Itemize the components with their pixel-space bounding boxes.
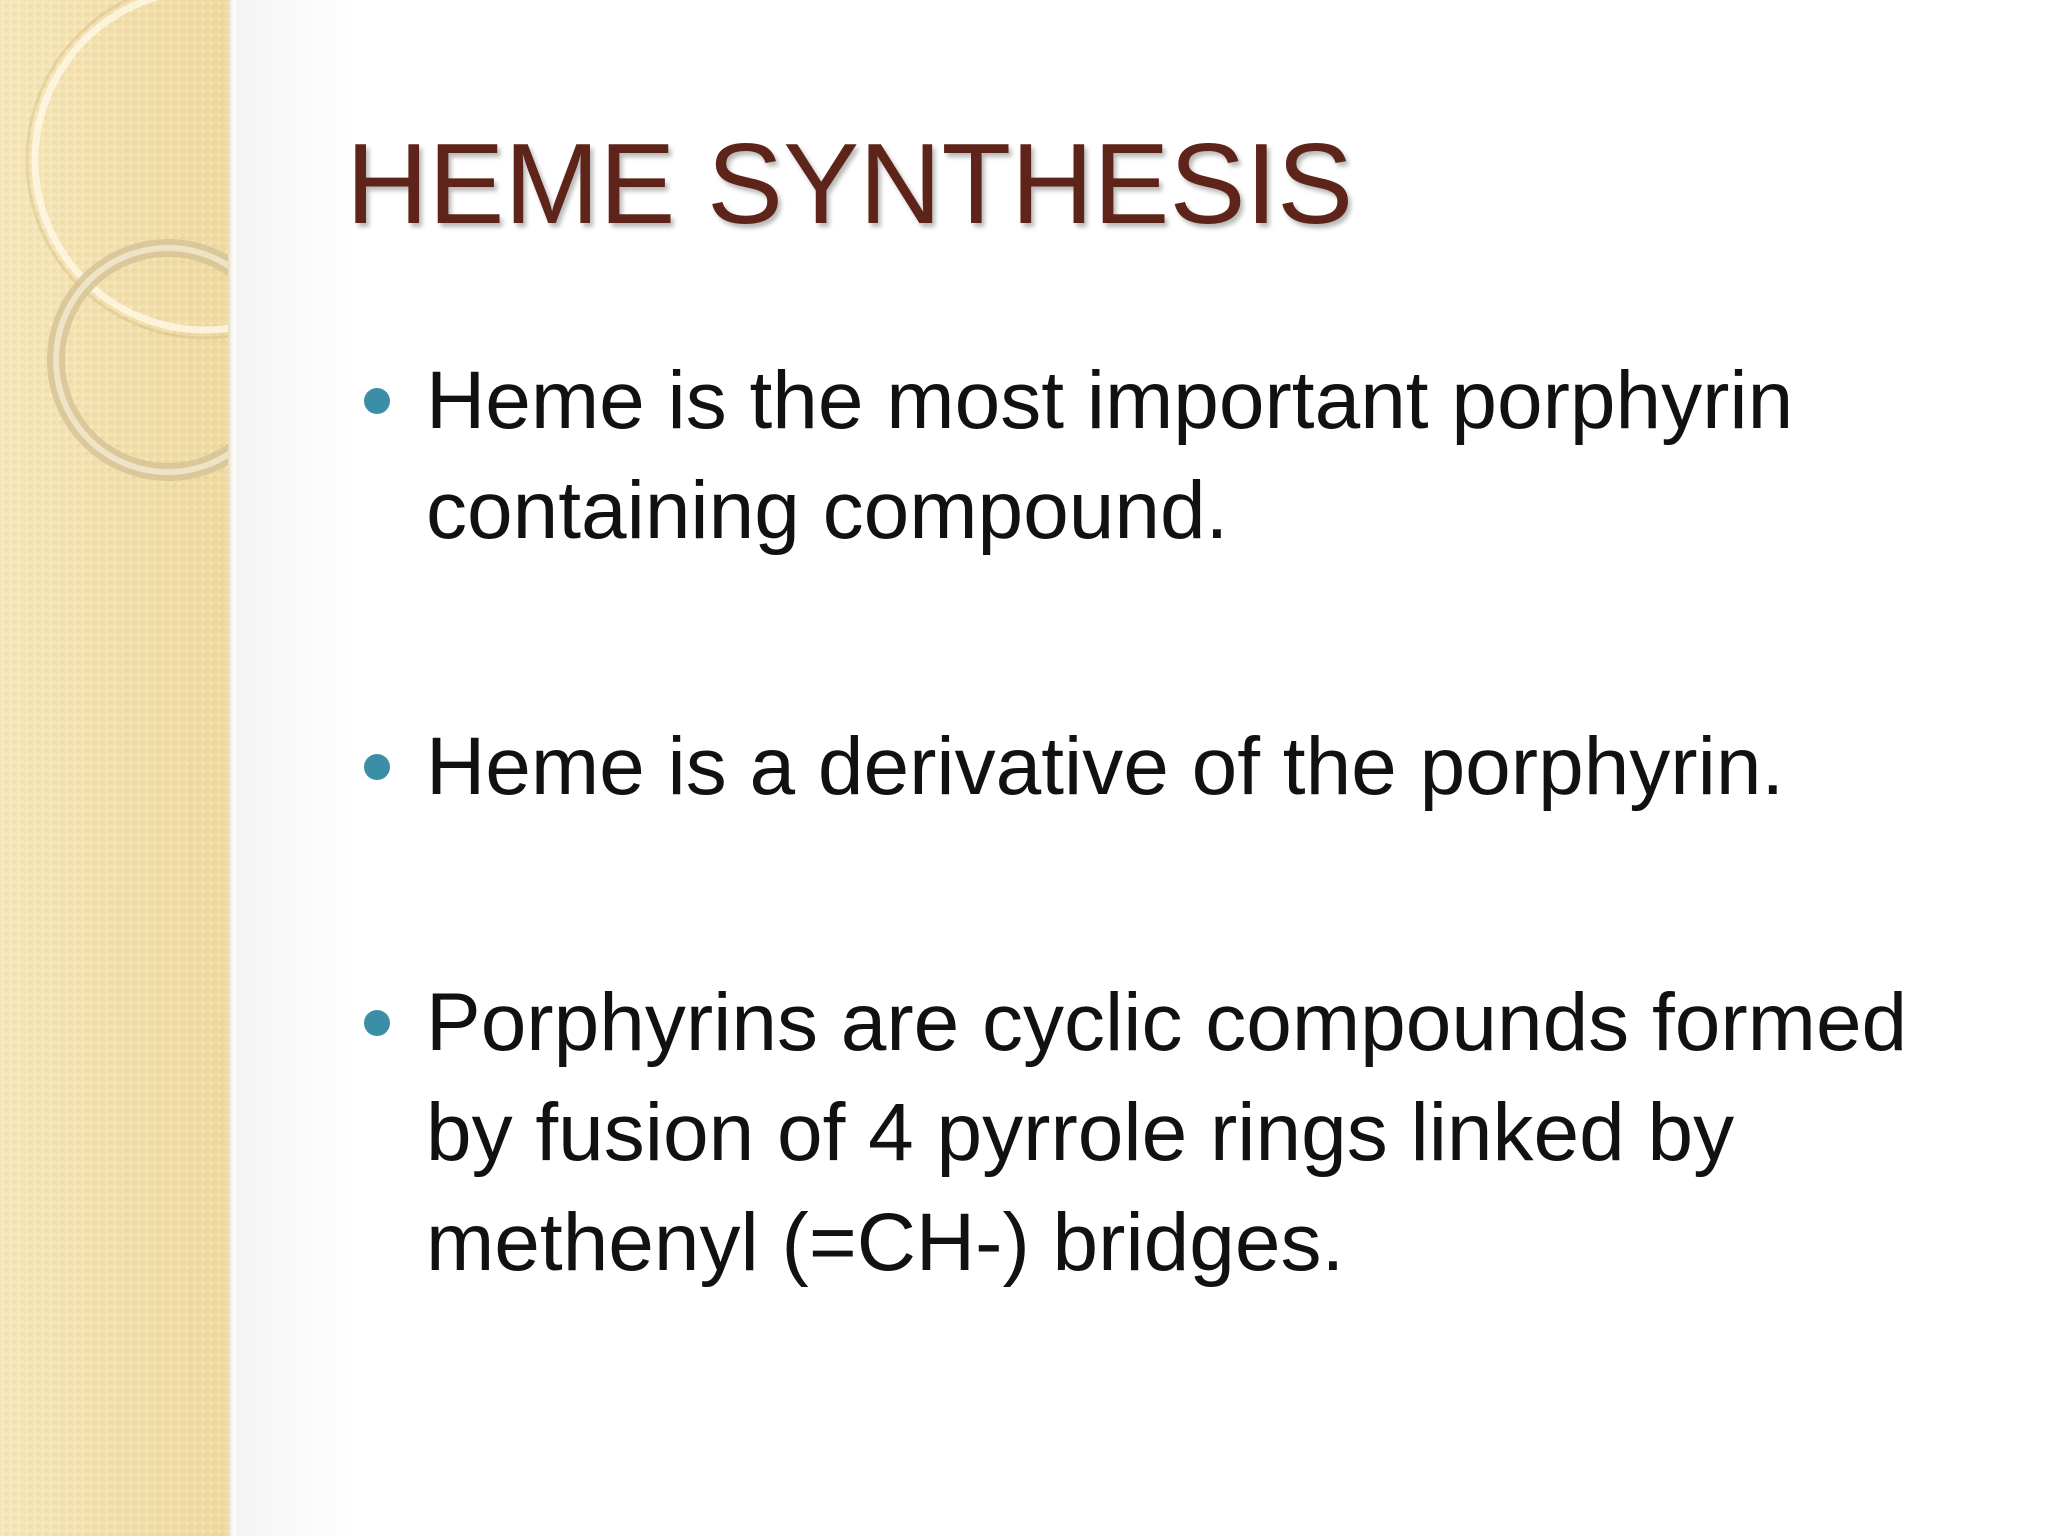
bullet-item	[364, 712, 1984, 822]
bullet-dot-icon	[364, 388, 390, 414]
large-ring-shadow	[27, 0, 228, 338]
sidebar-edge	[228, 0, 236, 1536]
bullet-item	[364, 968, 1984, 1298]
bullet-text: Heme is a derivative of the porphyrin.	[426, 721, 1785, 812]
small-ring	[56, 248, 228, 472]
decorative-sidebar	[0, 0, 228, 1536]
bullet-text: Porphyrins are cyclic compounds formed by fusion of 4 pyrrole rings linked by methenyl (=CH-) bridges.	[426, 977, 1908, 1288]
bullet-dot-icon	[364, 1010, 390, 1036]
bullet-list	[364, 346, 1984, 1298]
content-shade	[236, 0, 356, 1536]
bullet-dot-icon	[364, 754, 390, 780]
bullet-item	[364, 346, 1984, 566]
decorative-rings	[0, 0, 228, 560]
bullet-text: Heme is the most important porphyrin containing compound.	[426, 355, 1794, 556]
slide-title: HEME SYNTHESIS	[346, 121, 1354, 248]
